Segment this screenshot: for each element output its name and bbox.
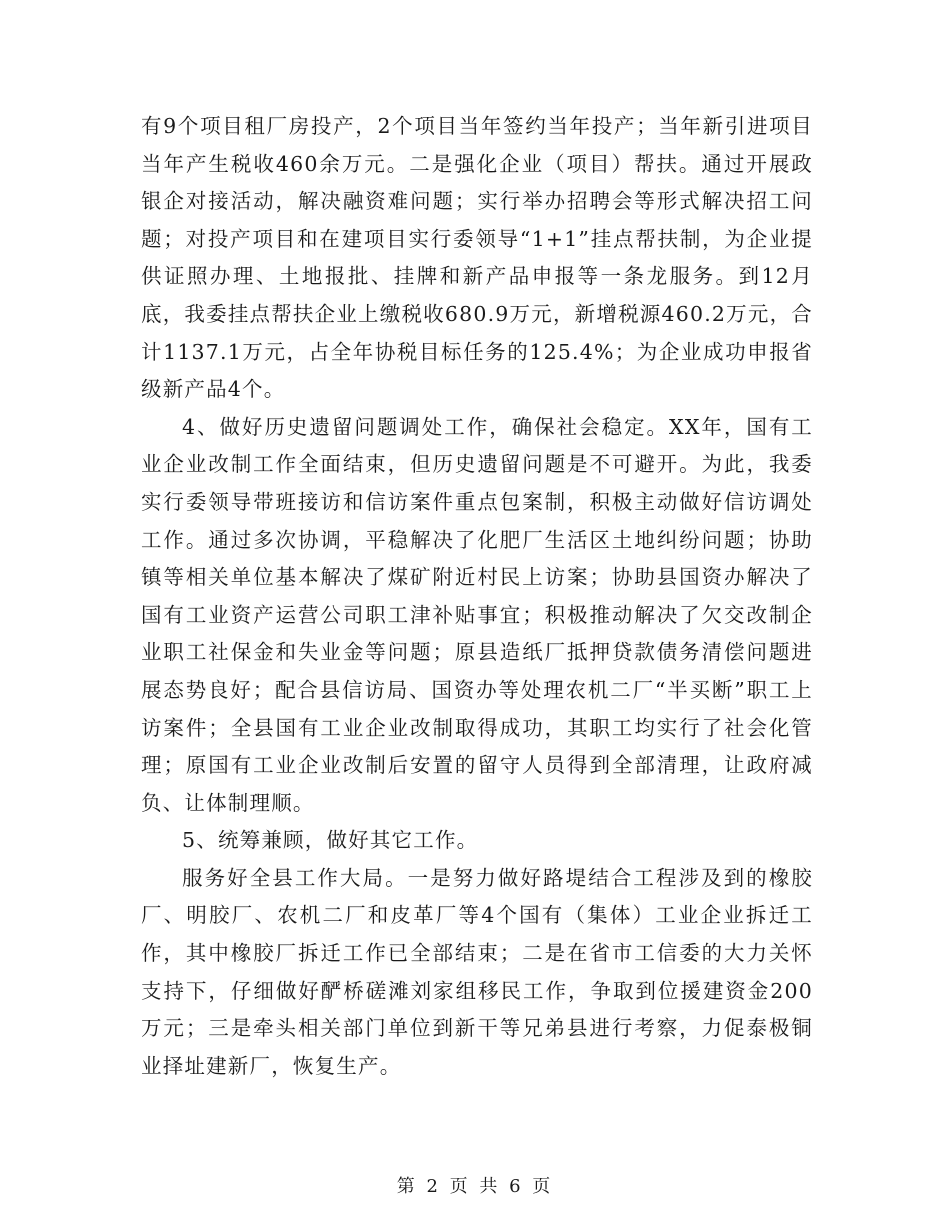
paragraph-service: 服务好全县工作大局。一是努力做好路堤结合工程涉及到的橡胶厂、明胶厂、农机二厂和皮革厂等4个国有（集体）工业企业拆迁工作，其中橡胶厂拆迁工作已全部结束；二是在省市工信委的大力关怀支持下，仔细做好酽桥磋滩刘家组移民工作，争取到位援建资金200万元；三是牵头相关部门单位到新干等兄弟县进行考察，力促泰极铜业择址建新厂，恢复生产。 [141,865,813,1078]
paragraph-item-5: 5、统筹兼顾，做好其它工作。 [182,828,479,853]
page-footer [0,1172,950,1198]
paragraph-item-4: 4、做好历史遗留问题调处工作，确保社会稳定。XX年，国有工业企业改制工作全面结束，但历史遗留问题是不可避开。为此，我委实行委领导带班接访和信访案件重点包案制，积极主动做好信访调处工作。通过多次协调，平稳解决了化肥厂生活区土地纠纷问题；协助镇等相关单位基本解决了煤矿附近村民上访案；协助县国资办解决了国有工业资产运营公司职工津补贴事宜；积极推动解决了欠交改制企业职工社保金和失业金等问题；原县造纸厂抵押贷款债务清偿问题进展态势良好；配合县信访局、国资办等处理农机二厂“半买断”职工上访案件；全县国有工业企业改制取得成功，其职工均实行了社会化管理；原国有工业企业改制后安置的留守人员得到全部清理，让政府减负、让体制理顺。 [141,414,813,815]
document-body [141,108,813,1085]
paragraph-continuation: 有9个项目租厂房投产，2个项目当年签约当年投产；当年新引进项目当年产生税收460余万元。二是强化企业（项目）帮扶。通过开展政银企对接活动，解决融资难问题；实行举办招聘会等形式解决招工问题；对投产项目和在建项目实行委领导“1+1”挂点帮扶制，为企业提供证照办理、土地报批、挂牌和新产品申报等一条龙服务。到12月底，我委挂点帮扶企业上缴税收680.9万元，新增税源460.2万元，合计1137.1万元，占全年协税目标任务的125.4%；为企业成功申报省级新产品4个。 [141,114,813,402]
page-number-label: 第 2 页 共 6 页 [396,1176,554,1197]
